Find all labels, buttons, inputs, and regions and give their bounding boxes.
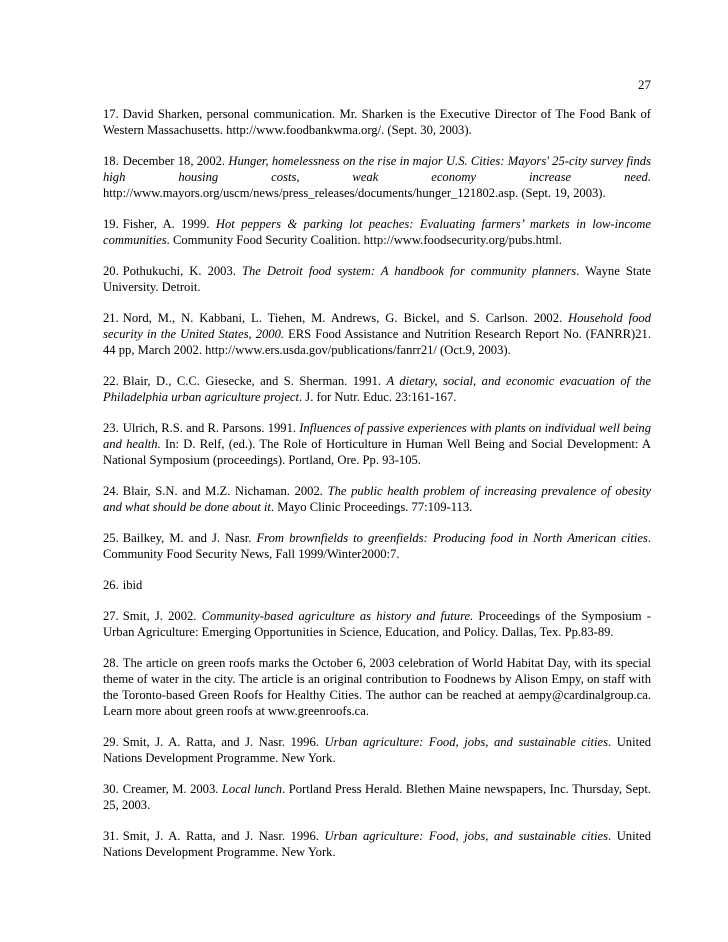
reference-text: . J. for Nutr. Educ. 23:161-167. <box>299 390 457 404</box>
reference-item <box>103 530 651 562</box>
reference-number: 28. <box>103 656 119 670</box>
reference-text: http://www.mayors.org/uscm/news/press_releases/documents/hunger_121802.asp. (Sept. 19, 2003). <box>103 186 606 200</box>
reference-text: Smit, J. A. Ratta, and J. Nasr. 1996. <box>122 735 325 749</box>
reference-number: 17. <box>103 107 119 121</box>
reference-text: . United Nations Development Programme. New York. <box>103 829 651 859</box>
reference-item <box>103 216 651 248</box>
reference-item <box>103 655 651 719</box>
reference-text: Smit, J. A. Ratta, and J. Nasr. 1996. <box>122 829 325 843</box>
reference-text: The article on green roofs marks the October 6, 2003 celebration of World Habitat Day, with its special theme of water in the city. The article is an original contribution to Foodnews by Alison Empy, on staff with the Toronto-based Green Roofs for Healthy Cities. The author can be reached at aempy@cardinalgroup.ca. Learn more about green roofs at www.greenroofs.ca. <box>103 656 651 718</box>
reference-number: 27. <box>103 609 119 623</box>
reference-number: 19. <box>103 217 119 231</box>
reference-text: . Community Food Security News, Fall 1999/Winter2000:7. <box>103 531 651 561</box>
reference-item <box>103 734 651 766</box>
reference-number: 29. <box>103 735 119 749</box>
reference-text: Blair, S.N. and M.Z. Nichaman. 2002. <box>122 484 328 498</box>
reference-text: . Mayo Clinic Proceedings. 77:109-113. <box>270 500 473 514</box>
reference-text: December 18, 2002. <box>122 154 229 168</box>
reference-title: Hot peppers & parking lot peaches: Evaluating farmers’ markets in low-income communities <box>103 217 651 247</box>
reference-text: Bailkey, M. and J. Nasr. <box>122 531 257 545</box>
reference-text: Proceedings of the Symposium - Urban Agriculture: Emerging Opportunities in Science, Education, and Policy. Dallas, Tex. Pp.83-89. <box>103 609 651 639</box>
reference-title: Community-based agriculture as history and future. <box>201 609 474 623</box>
reference-number: 25. <box>103 531 119 545</box>
reference-item <box>103 373 651 405</box>
reference-text: Creamer, M. 2003. <box>122 782 222 796</box>
reference-number: 21. <box>103 311 119 325</box>
reference-item <box>103 483 651 515</box>
reference-text: . United Nations Development Programme. New York. <box>103 735 651 765</box>
reference-item <box>103 153 651 201</box>
reference-text: . Wayne State University. Detroit. <box>103 264 651 294</box>
reference-text: David Sharken, personal communication. Mr. Sharken is the Executive Director of The Food Bank of Western Massachusetts. http://www.foodbankwma.org/. (Sept. 30, 2003). <box>103 107 651 137</box>
reference-text: . Community Food Security Coalition. http://www.foodsecurity.org/pubs.html. <box>166 233 562 247</box>
reference-text: ERS Food Assistance and Nutrition Research Report No. (FANRR)21. 44 pp, March 2002. http://www.ers.usda.gov/publications/fanrr21/ (Oct.9, 2003). <box>103 327 651 357</box>
reference-title: Influences of passive experiences with plants on individual well being and health. <box>103 421 651 451</box>
reference-number: 23. <box>103 421 119 435</box>
reference-number: 30. <box>103 782 119 796</box>
reference-text: . Portland Press Herald. Blethen Maine newspapers, Inc. Thursday, Sept. 25, 2003. <box>103 782 652 812</box>
reference-title: The public health problem of increasing prevalence of obesity and what should be done about it <box>103 484 651 514</box>
reference-number: 18. <box>103 154 119 168</box>
reference-text: In: D. Relf, (ed.). The Role of Horticulture in Human Well Being and Social Development: A National Symposium (proceedings). Portland, Ore. Pp. 93-105. <box>103 437 652 467</box>
page-number: 27 <box>638 77 651 92</box>
reference-number: 22. <box>103 374 119 388</box>
reference-text: Fisher, A. 1999. <box>122 217 216 231</box>
reference-text: Nord, M., N. Kabbani, L. Tiehen, M. Andrews, G. Bickel, and S. Carlson. 2002. <box>122 311 569 325</box>
reference-number: 26. <box>103 578 119 592</box>
reference-text: ibid <box>122 578 143 592</box>
reference-number: 24. <box>103 484 119 498</box>
reference-title: Urban agriculture: Food, jobs, and sustainable cities <box>324 829 608 843</box>
reference-item <box>103 577 651 593</box>
reference-title: Local lunch <box>221 782 283 796</box>
reference-number: 20. <box>103 264 119 278</box>
reference-title: The Detroit food system: A handbook for community planners <box>241 264 577 278</box>
reference-title: A dietary, social, and economic evacuation of the Philadelphia urban agriculture project <box>103 374 652 404</box>
reference-item <box>103 420 651 468</box>
reference-title: From brownfields to greenfields: Producing food in North American cities <box>256 531 648 545</box>
reference-item <box>103 828 651 860</box>
reference-item <box>103 781 651 813</box>
reference-list <box>103 106 651 875</box>
reference-title: Hunger, homelessness on the rise in major U.S. Cities: Mayors' 25-city survey finds high housing costs, weak economy increase need. <box>103 154 652 184</box>
reference-text: Pothukuchi, K. 2003. <box>122 264 242 278</box>
reference-item <box>103 608 651 640</box>
reference-title: Urban agriculture: Food, jobs, and sustainable cities <box>324 735 608 749</box>
reference-text: Smit, J. 2002. <box>122 609 202 623</box>
reference-item <box>103 310 651 358</box>
reference-title: Household food security in the United States, 2000. <box>103 311 651 341</box>
reference-item <box>103 106 651 138</box>
reference-text: Blair, D., C.C. Giesecke, and S. Sherman. 1991. <box>122 374 387 388</box>
reference-item <box>103 263 651 295</box>
reference-text: Ulrich, R.S. and R. Parsons. 1991. <box>122 421 300 435</box>
reference-number: 31. <box>103 829 119 843</box>
